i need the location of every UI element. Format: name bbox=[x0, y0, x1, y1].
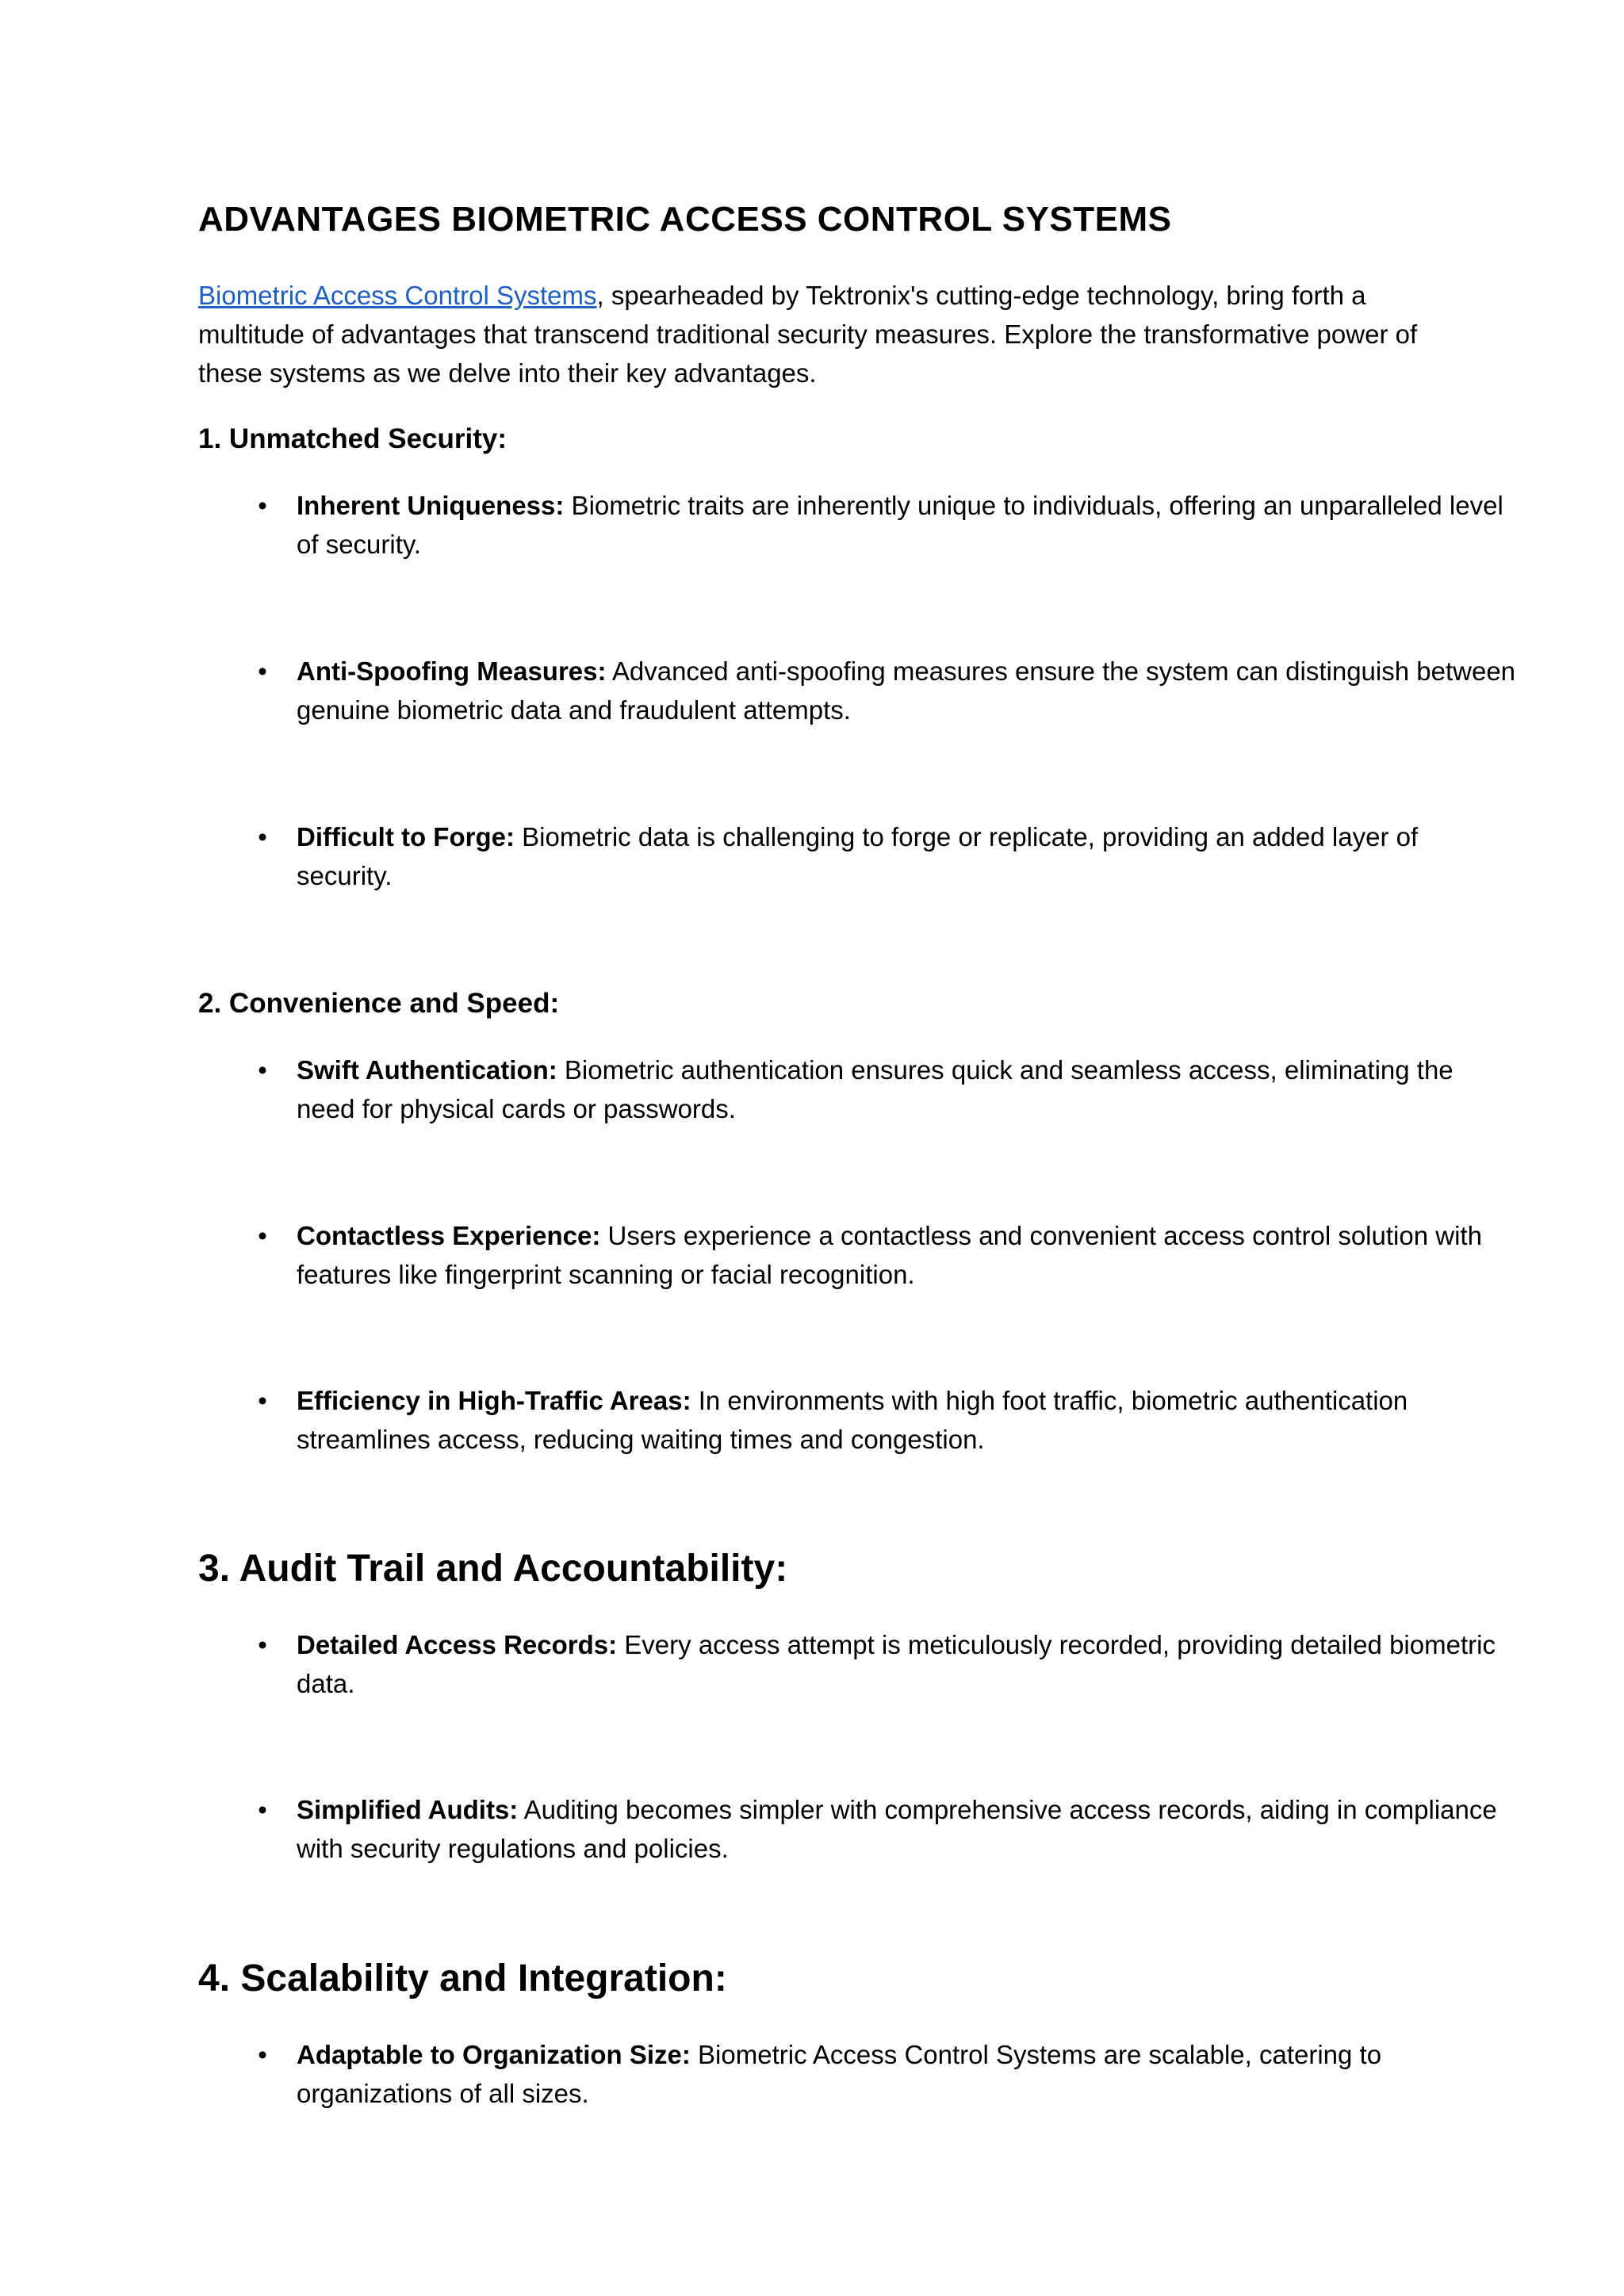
list-item-term: Anti-Spoofing Measures: bbox=[297, 656, 607, 686]
bullet-icon: • bbox=[258, 1055, 267, 1085]
bullet-icon: • bbox=[258, 1386, 267, 1415]
list-item-term: Difficult to Forge: bbox=[297, 822, 515, 851]
section-heading-convenience-speed: 2. Convenience and Speed: bbox=[198, 988, 560, 1019]
list-item-description: Biometric traits are inherently unique to individuals, offering an unparalleled level of security. bbox=[297, 491, 1503, 559]
intro-text: , spearheaded by Tektronix's cutting-edge technology, bring forth a multitude of advantages that transcend traditional security measures. Explore the transformative power of these systems as we delve into their key advantages. bbox=[198, 281, 1418, 388]
bullet-icon: • bbox=[258, 1795, 267, 1824]
list-item-description: Advanced anti-spoofing measures ensure the system can distinguish between genuine biometric data and fraudulent attempts. bbox=[297, 656, 1516, 725]
list-item-term: Contactless Experience: bbox=[297, 1221, 601, 1250]
list-item-term: Adaptable to Organization Size: bbox=[297, 2040, 691, 2069]
list-item-description: Biometric authentication ensures quick and seamless access, eliminating the need for physical cards or passwords. bbox=[297, 1055, 1454, 1123]
list-item-text bbox=[297, 1050, 1518, 1128]
list-item-description: Auditing becomes simpler with comprehensive access records, aiding in compliance with security regulations and policies. bbox=[297, 1795, 1497, 1863]
list-item-description: Biometric Access Control Systems are scalable, catering to organizations of all sizes. bbox=[297, 2040, 1382, 2108]
list-item-term: Simplified Audits: bbox=[297, 1795, 519, 1824]
list-item-text bbox=[297, 1216, 1518, 1294]
intro-paragraph bbox=[198, 276, 1451, 392]
bullet-icon: • bbox=[258, 1221, 267, 1250]
list-item-description: Users experience a contactless and convenient access control solution with features like fingerprint scanning or facial recognition. bbox=[297, 1221, 1482, 1289]
bullet-icon: • bbox=[258, 1630, 267, 1659]
list-item-text bbox=[297, 817, 1518, 895]
list-item-term: Efficiency in High-Traffic Areas: bbox=[297, 1386, 691, 1415]
bullet-icon: • bbox=[258, 491, 267, 520]
bullet-icon: • bbox=[258, 822, 267, 851]
list-item-text bbox=[297, 2035, 1518, 2113]
list-item-term: Swift Authentication: bbox=[297, 1055, 557, 1085]
list-item-description: Biometric data is challenging to forge or replicate, providing an added layer of security. bbox=[297, 822, 1419, 890]
list-item-text bbox=[297, 1625, 1518, 1703]
list-item-description: In environments with high foot traffic, biometric authentication streamlines access, reducing waiting times and congestion. bbox=[297, 1386, 1408, 1454]
section-heading-unmatched-security: 1. Unmatched Security: bbox=[198, 423, 507, 454]
bullet-icon: • bbox=[258, 2040, 267, 2069]
list-item-text bbox=[297, 486, 1518, 564]
list-item-text bbox=[297, 1790, 1518, 1868]
bullet-icon: • bbox=[258, 656, 267, 686]
list-item-text bbox=[297, 652, 1518, 729]
section-heading-scalability: 4. Scalability and Integration: bbox=[198, 1957, 727, 1999]
list-item-term: Inherent Uniqueness: bbox=[297, 491, 565, 520]
list-item-term: Detailed Access Records: bbox=[297, 1630, 618, 1659]
list-item-description: Every access attempt is meticulously recorded, providing detailed biometric data. bbox=[297, 1630, 1496, 1698]
document-title: ADVANTAGES BIOMETRIC ACCESS CONTROL SYSTEMS bbox=[198, 200, 1172, 239]
section-heading-audit-trail: 3. Audit Trail and Accountability: bbox=[198, 1548, 788, 1590]
list-item-text bbox=[297, 1381, 1518, 1459]
biometric-systems-link[interactable]: Biometric Access Control Systems bbox=[198, 281, 597, 310]
